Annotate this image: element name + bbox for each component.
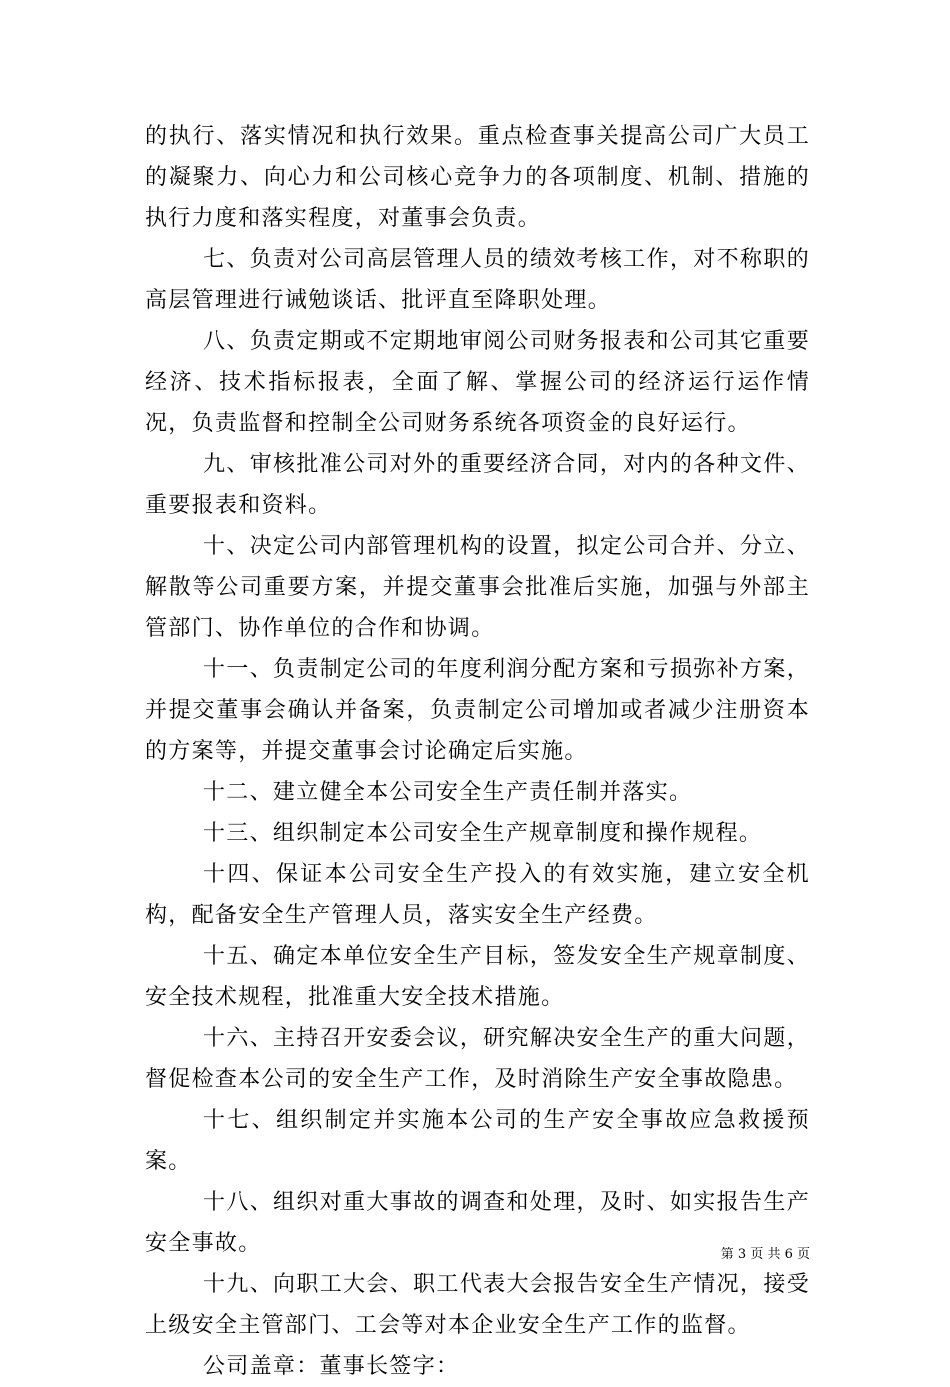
paragraph-item-19: 十九、向职工大会、职工代表大会报告安全生产情况，接受上级安全主管部门、工会等对本企业安全生产工作的监督。 bbox=[145, 1272, 810, 1338]
paragraph-item-15: 十五、确定本单位安全生产目标，签发安全生产规章制度、安全技术规程，批准重大安全技术措施。 bbox=[145, 944, 810, 1010]
document-body bbox=[145, 116, 810, 1387]
paragraph-item-17: 十七、组织制定并实施本公司的生产安全事故应急救援预案。 bbox=[145, 1108, 810, 1174]
paragraph-item-11: 十一、负责制定公司的年度利润分配方案和亏损弥补方案，并提交董事会确认并备案，负责制定公司增加或者减少注册资本的方案等，并提交董事会讨论确定后实施。 bbox=[145, 657, 810, 764]
paragraph-continuation: 的执行、落实情况和执行效果。重点检查事关提高公司广大员工的凝聚力、向心力和公司核心竞争力的各项制度、机制、措施的执行力度和落实程度，对董事会负责。 bbox=[145, 124, 810, 231]
paragraph-item-13: 十三、组织制定本公司安全生产规章制度和操作规程。 bbox=[203, 821, 763, 846]
page-number-footer: 第 3 页 共 6 页 bbox=[720, 1247, 810, 1262]
paragraph-item-9: 九、审核批准公司对外的重要经济合同，对内的各种文件、重要报表和资料。 bbox=[145, 452, 810, 518]
paragraph-item-16: 十六、主持召开安委会议，研究解决安全生产的重大问题，督促检查本公司的安全生产工作，及时消除生产安全事故隐患。 bbox=[145, 1026, 810, 1092]
paragraph-item-8: 八、负责定期或不定期地审阅公司财务报表和公司其它重要经济、技术指标报表，全面了解、掌握公司的经济运行运作情况，负责监督和控制全公司财务系统各项资金的良好运行。 bbox=[145, 329, 810, 436]
paragraph-item-10: 十、决定公司内部管理机构的设置，拟定公司合并、分立、解散等公司重要方案，并提交董事会批准后实施，加强与外部主管部门、协作单位的合作和协调。 bbox=[145, 534, 810, 641]
paragraph-item-18: 十八、组织对重大事故的调查和处理，及时、如实报告生产安全事故。 bbox=[145, 1190, 810, 1256]
paragraph-item-12: 十二、建立健全本公司安全生产责任制并落实。 bbox=[203, 780, 693, 805]
signature-line: 公司盖章：董事长签字： bbox=[203, 1354, 460, 1379]
paragraph-item-7: 七、负责对公司高层管理人员的绩效考核工作，对不称职的高层管理进行诫勉谈话、批评直至降职处理。 bbox=[145, 247, 810, 313]
paragraph-item-14: 十四、保证本公司安全生产投入的有效实施，建立安全机构，配备安全生产管理人员，落实安全生产经费。 bbox=[145, 862, 810, 928]
